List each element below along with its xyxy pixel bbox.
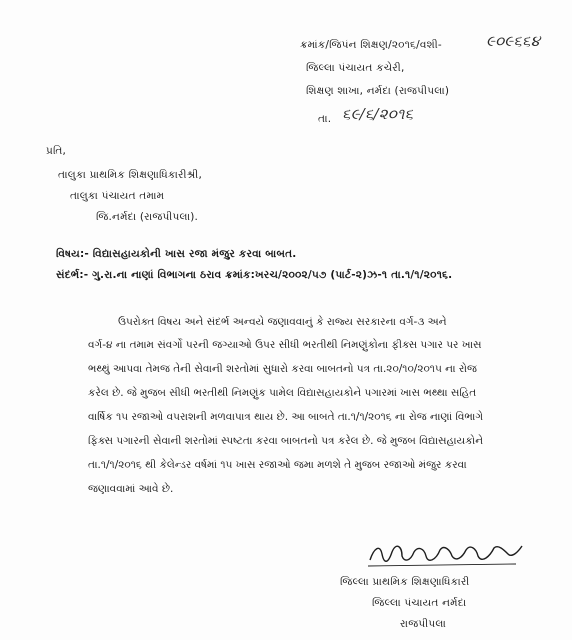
date-label: તા.: [318, 113, 332, 125]
subject-line: વિષય:- વિદ્યાસહાયકોની ખાસ રજા મંજુર કરવા બાબત.: [56, 248, 297, 260]
reference-line: સંદર્ભ:- ગુ.રા.ના નાણાં વિભાગના ઠરાવ ક્રમાંક:ખરચ/૨૦૦૨/૫૭ (પાર્ટ-૨)ઝ-૧ તા.૧/૧/૨૦૧૬.: [56, 269, 453, 281]
body-line-2: વર્ગ-૪ ના તમામ સંવર્ગો પરની જગ્યાઓ ઉપર સીધી ભરતીથી નિમણુંકોના ફીક્સ પગાર પર ખાસ: [88, 339, 482, 351]
body-line-8: જણાવવામાં આવે છે.: [88, 483, 174, 495]
reference-number-handwritten: ૯૦૯૬૬૪: [486, 32, 541, 50]
office-name: જિલ્લા પંચાયત કચેરી,: [306, 62, 405, 74]
body-line-6: ફિક્સ પગારની સેવાની શરતોમાં સ્પષ્ટતા કરવા બાબતનો પત્ર કરેલ છે. જે મુજબ વિદ્યાસહાયકોને: [88, 435, 484, 447]
body-line-7: તા.૧/૧/૨૦૧૬ થી કેલેન્ડર વર્ષમાં ૧૫ ખાસ રજાઓ જમા મળશે તે મુજબ રજાઓ મંજુર કરવા: [88, 459, 467, 471]
recipient-line-3: જિ.નર્મદા (રાજપીપલા).: [96, 211, 199, 223]
signatory-office: જિલ્લા પંચાયત નર્મદા: [372, 597, 467, 609]
signatory-place: રાજપીપલા: [400, 618, 447, 630]
reference-number-label: ક્રમાંક/જિપંન શિક્ષણ/૨૦૧૬/વશી-: [300, 39, 442, 51]
recipient-salutation: પ્રતિ,: [46, 145, 67, 157]
signatory-designation: જિલ્લા પ્રાથમિક શિક્ષણાધિકારી: [340, 576, 470, 588]
date-handwritten: ૬૯/૬/૨૦૧૬: [342, 105, 414, 123]
recipient-line-1: તાલુકા પ્રાથમિક શિક્ષણાધિકારીશ્રી,: [58, 169, 202, 181]
body-line-1: ઉપરોક્ત વિષય અને સંદર્ભ અન્વયે જણાવવાનું કે રાજ્ય સરકારના વર્ગ-૩ અને: [118, 316, 447, 328]
handwritten-signature: [366, 538, 526, 578]
office-branch: શિક્ષણ શાખા, નર્મદા (રાજપીપલા): [306, 85, 450, 97]
body-line-5: વાર્ષિક ૧૫ રજાઓ વપરાશની મળવાપાત્ર થાય છે. આ બાબતે તા.૧/૧/૨૦૧૬ ના રોજ નાણાં વિભાગે: [88, 411, 484, 423]
recipient-line-2: તાલુકા પંચાયત તમામ: [70, 190, 165, 202]
body-line-3: ભથ્થું આપવા તેમજ તેની સેવાની શરતોમાં સુધારો કરવા બાબતનો પત્ર તા.૨૦/૧૦/૨૦૧૫ ના રોજ: [88, 363, 477, 375]
body-line-4: કરેલ છે. જે મુજબ સીધી ભરતીથી નિમણુંક પામેલ વિદ્યાસહાયકોને પગારમાં ખાસ ભથ્થા સહિત: [88, 387, 477, 399]
